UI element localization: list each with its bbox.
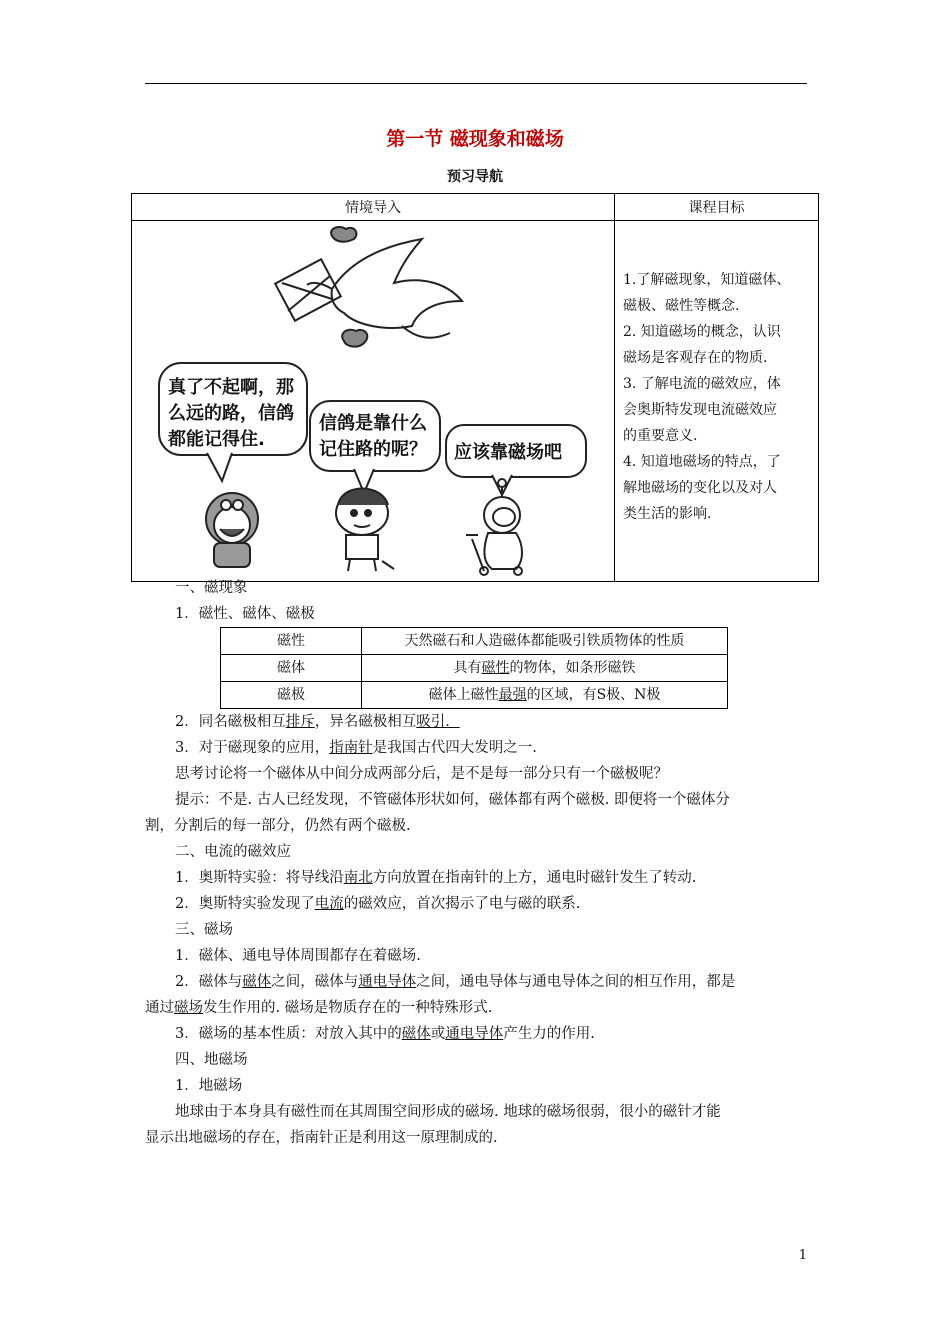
magnetism-table: [220, 627, 728, 709]
goal-line: 4. 知道地磁场的特点，了: [623, 454, 781, 470]
page-title: 第一节 磁现象和磁场: [386, 128, 564, 150]
goal-line: 会奥斯特发现电流磁效应: [623, 402, 777, 418]
goal-line: 磁场是客观存在的物质.: [623, 350, 768, 366]
robot-cat-icon: [206, 493, 258, 567]
list-item: 2．奥斯特实验发现了电流的磁效应，首次揭示了电与磁的联系.: [175, 896, 581, 912]
goals-cell: [615, 221, 819, 582]
table-cell: 具有磁性的物体，如条形磁铁: [362, 655, 728, 682]
bubble-1-line-2: 么远的路，信鸽: [168, 403, 294, 424]
section-heading: 三、磁场: [175, 922, 233, 938]
preview-table: [131, 193, 819, 582]
goal-line: 类生活的影响.: [623, 506, 712, 522]
lesson-body: [145, 575, 810, 1151]
table-cell: 天然磁石和人造磁体都能吸引铁质物体的性质: [362, 628, 728, 655]
section-subtitle: 预习导航: [447, 169, 503, 185]
scenario-cell: [132, 221, 615, 582]
list-item: 通过磁场发生作用的. 磁场是物质存在的一种特殊形式.: [145, 1000, 493, 1016]
bubble-1-line-1: 真了不起啊，那: [168, 377, 294, 398]
list-item: 1．磁性、磁体、磁极: [175, 606, 315, 622]
table-cell: 磁体上磁性最强的区域，有S极、N极: [362, 682, 728, 709]
list-item: 2．磁体与磁体之间，磁体与通电导体之间，通电导体与通电导体之间的相互作用，都是: [175, 974, 736, 990]
goal-line: 2. 知道磁场的概念，认识: [623, 324, 781, 340]
goal-line: 的重要意义.: [623, 428, 698, 444]
goal-line: 1.了解磁现象，知道磁体、: [623, 272, 791, 288]
discussion-question: 思考讨论将一个磁体从中间分成两部分后，是不是每一部分只有一个磁极呢？: [175, 766, 668, 782]
table-row: [221, 628, 728, 655]
section-heading: 二、电流的磁效应: [175, 844, 291, 860]
section-heading: 四、地磁场: [175, 1052, 248, 1068]
list-item: 1．奥斯特实验：将导线沿南北方向放置在指南针的上方，通电时磁针发生了转动.: [175, 870, 697, 886]
paragraph: 地球由于本身具有磁性而在其周围空间形成的磁场. 地球的磁场很弱，很小的磁针才能: [175, 1104, 721, 1120]
boy-icon: [336, 489, 394, 572]
list-item: 2．同名磁极相互排斥，异名磁极相互吸引．: [175, 714, 460, 730]
bubble-2-line-1: 信鸽是靠什么: [319, 413, 427, 434]
paragraph: 显示出地磁场的存在，指南针正是利用这一原理制成的.: [145, 1130, 498, 1146]
hint-text: 割，分割后的每一部分，仍然有两个磁极.: [145, 818, 411, 834]
bubble-1-line-3: 都能记得住.: [168, 429, 265, 450]
col-header-goals: 课程目标: [615, 194, 819, 221]
speech-bubble-2: [310, 401, 440, 471]
table-row: [221, 655, 728, 682]
table-cell: 磁体: [221, 655, 362, 682]
header-rule: [145, 83, 807, 84]
bubble-3-line-1: 应该靠磁场吧: [454, 442, 562, 463]
bubble-2-line-2: 记住路的呢？: [319, 439, 427, 460]
page-number: 1: [798, 1248, 807, 1263]
table-row: [221, 682, 728, 709]
col-header-scenario: 情境导入: [132, 194, 615, 221]
table-cell: 磁性: [221, 628, 362, 655]
section-heading: 一、磁现象: [175, 580, 248, 596]
goal-line: 解地磁场的变化以及对人: [623, 480, 777, 496]
table-cell: 磁极: [221, 682, 362, 709]
cartoon-illustration: [132, 221, 614, 577]
list-item: 1．地磁场: [175, 1078, 243, 1094]
list-item: 3．磁场的基本性质：对放入其中的磁体或通电导体产生力的作用.: [175, 1026, 595, 1042]
alien-scooter-icon: [466, 479, 522, 575]
dove-icon: [332, 239, 462, 328]
goal-line: 3. 了解电流的磁效应，体: [623, 376, 781, 392]
list-item: 1．磁体、通电导体周围都存在着磁场.: [175, 948, 421, 964]
goal-line: 磁极、磁性等概念.: [623, 298, 740, 314]
list-item: 3．对于磁现象的应用，指南针是我国古代四大发明之一.: [175, 740, 537, 756]
hint-text: 提示：不是. 古人已经发现，不管磁体形状如何，磁体都有两个磁极. 即便将一个磁体分: [175, 792, 730, 808]
